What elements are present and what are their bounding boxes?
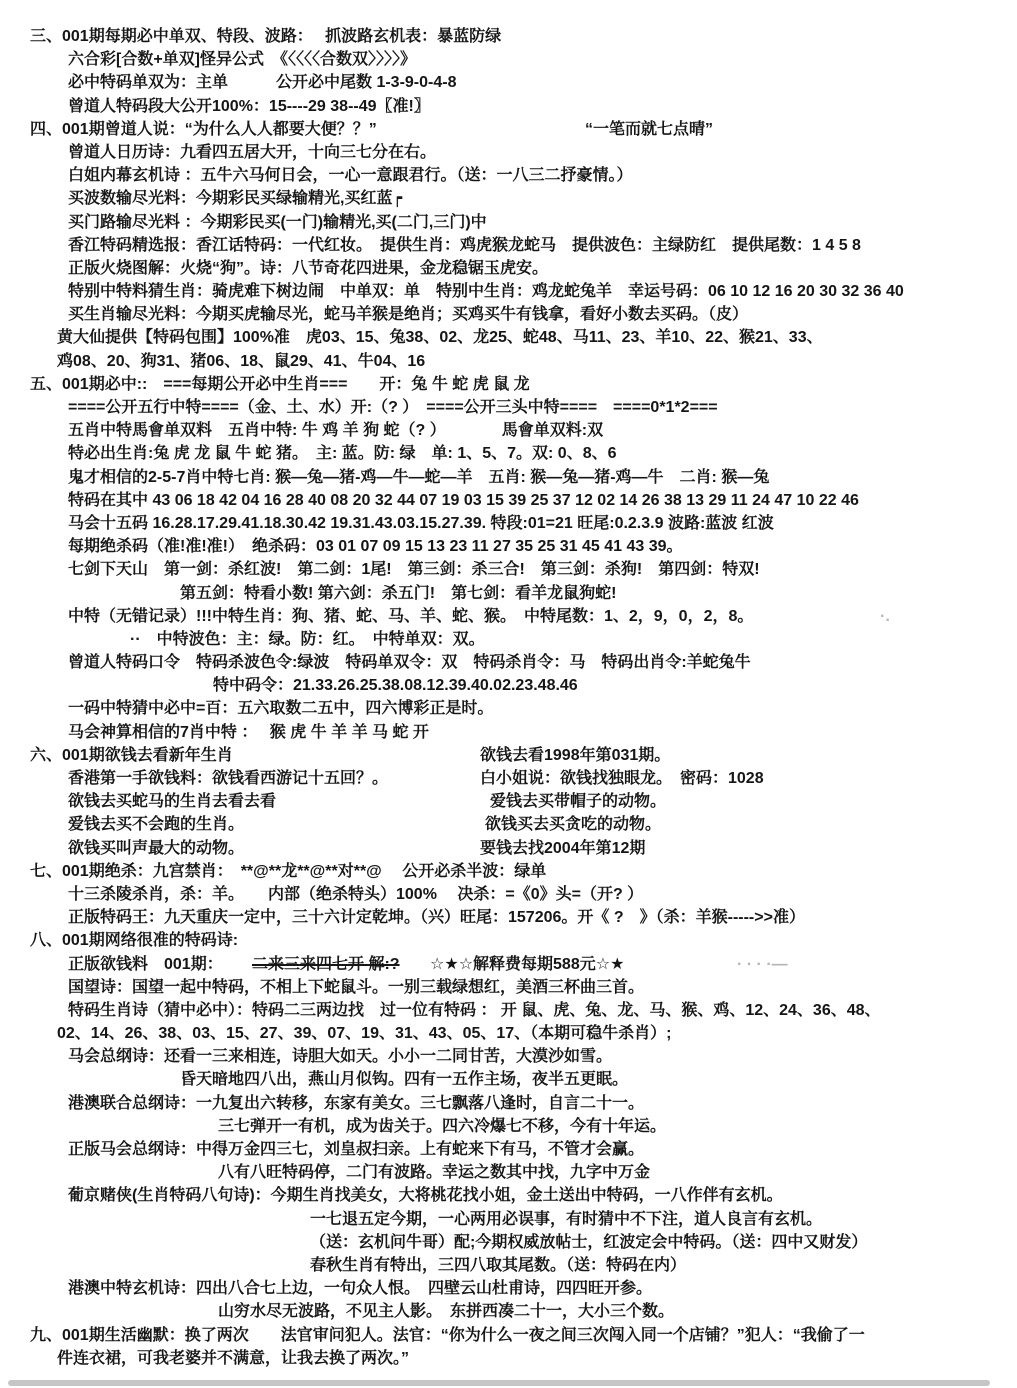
text-line — [0, 907, 1017, 930]
text-line — [0, 1000, 1017, 1023]
text-segment: 白小姐说：欲钱找独眼龙。 密码：1028 — [480, 770, 764, 787]
text-line — [0, 606, 1017, 629]
text-segment: 买门路输尽光料 ：今期彩民买(一门)输精光,买(二门,三门)中 — [68, 213, 487, 231]
text-segment: 件连衣裙，可我老婆并不满意，让我去换了两次。” — [57, 1349, 410, 1367]
text-line — [0, 698, 1017, 721]
text-line — [0, 420, 1017, 443]
text-segment: 欲钱买去买贪吃的动物。 — [485, 816, 662, 834]
text-segment: 特码生肖诗（猜中必中）：特码二三两边找 过一位有特码 ： 开 鼠、虎、兔、龙、马、猴、鸡、12、24、36、48、 — [68, 1001, 881, 1019]
text-segment: 一七退五定今期，一心两用必误事，有时猜中不下注，道人良言有玄机。 — [310, 1210, 823, 1228]
text-line — [0, 26, 1017, 49]
text-segment: 九、001期生活幽默：换了两次 法官审问犯人。法官：“你为什么一夜之间三次闯入同一个店铺？”犯人：“我偷了一 — [30, 1326, 865, 1344]
text-segment: 二来三来四七开 解:? — [252, 955, 400, 973]
text-segment: （送：玄机问牛哥）配;今期权威放帖士，红波定会中特码。（送：四中又财发） — [310, 1233, 868, 1251]
text-segment: 欲钱买叫声最大的动物。 — [68, 839, 245, 857]
text-segment: · · · ·— — [737, 955, 788, 973]
text-segment: 正版马会总纲诗：中得万金四三七，刘皇叔扫亲。上有蛇来下有马，不管才会赢。 — [68, 1141, 645, 1158]
text-segment: 特别中特料猜生肖：骑虎难下树边闹 中单双：单 特别中生肖：鸡龙蛇兔羊 幸运号码：06 10 12 16 20 30 32 36 40 — [68, 283, 904, 301]
text-line — [0, 583, 1017, 606]
text-segment: 葡京赌侠(生肖特码八句诗)：今期生肖找美女，大将桃花找小姐，金土送出中特码，一八作伴有玄机。 — [68, 1187, 783, 1205]
text-segment: 港澳联合总纲诗：一九复出六转移，东家有美女。三七飘落八逢时，自言二十一。 — [68, 1094, 645, 1112]
text-line — [0, 1023, 1017, 1046]
text-line — [0, 768, 1017, 791]
text-line — [0, 235, 1017, 258]
text-segment: 国望诗：国望一起中特码，不相上下蛇鼠斗。一别三载绿想红，美酒三杯曲三首。 — [68, 978, 645, 996]
text-segment: 第五剑：特看小数! 第六剑：杀五门! 第七剑：看羊龙鼠狗蛇! — [180, 584, 617, 602]
text-segment: 七、001期绝杀：九宫禁肖： **@**龙**@**对**@ 公开必杀半波：绿单 — [30, 862, 547, 880]
text-line — [0, 119, 1017, 142]
text-segment: 马会总纲诗：还看一三来相连，诗胆大如天。小小一二同甘苦，大漠沙如雪。 — [68, 1048, 613, 1066]
text-line — [0, 954, 1017, 977]
text-line — [0, 188, 1017, 211]
text-line — [0, 212, 1017, 235]
text-segment: 欲钱去看1998年第031期。 — [480, 746, 671, 764]
text-line — [0, 443, 1017, 466]
text-line — [0, 165, 1017, 188]
text-segment: 香港第一手欲钱料：欲钱看西游记十五回？。 — [68, 770, 389, 787]
horizontal-scrollbar[interactable] — [8, 1380, 990, 1386]
text-segment: 要钱去找2004年第12期 — [480, 839, 646, 857]
text-segment: 曾道人特码口令 特码杀波色令:绿波 特码单双令：双 特码杀肖令：马 特码出肖令:羊蛇兔牛 — [68, 654, 751, 672]
text-line — [0, 281, 1017, 304]
text-line — [0, 304, 1017, 327]
text-segment: 特中码令：21.33.26.25.38.08.12.39.40.02.23.48.46 — [213, 677, 578, 695]
text-segment: 昏天暗地四八出，燕山月似钩。四有一五作主场，夜半五更眠。 — [180, 1071, 629, 1089]
text-segment: 正版欲钱料 001期： — [68, 955, 223, 973]
text-line — [0, 258, 1017, 281]
text-line — [0, 1209, 1017, 1232]
text-line — [0, 1139, 1017, 1162]
text-line — [0, 884, 1017, 907]
text-line — [0, 1093, 1017, 1116]
text-line — [0, 559, 1017, 582]
text-line — [0, 722, 1017, 745]
text-segment: 买生肖输尽光料：今期买虎输尽光，蛇马羊猴是绝肖；买鸡买牛有钱拿，看好小数去买码。（皮） — [68, 306, 749, 324]
text-segment: 三七弹开一有机，成为齿关于。四六冷爆七不移，今有十年运。 — [218, 1117, 667, 1135]
text-line — [0, 1069, 1017, 1092]
text-segment: 欲钱去买蛇马的生肖去看去看 — [68, 793, 277, 811]
text-line — [0, 1046, 1017, 1069]
text-line — [0, 791, 1017, 814]
text-line — [0, 1301, 1017, 1324]
text-line — [0, 814, 1017, 837]
text-segment: 八、001期网络很准的特码诗: — [30, 932, 239, 950]
document-body — [0, 26, 1017, 1371]
text-segment: 五、001期必中:: ===每期公开必中生肖=== 开：兔 牛 蛇 虎 鼠 龙 — [30, 375, 530, 393]
text-segment: 正版特码王：九天重庆一定中，三十六计定乾坤。（兴）旺尾：157206。开《 ? 》（杀：羊猴----->>准） — [68, 909, 805, 927]
text-segment: 六、001期欲钱去看新年生肖 — [30, 746, 233, 764]
text-segment: 白姐内幕玄机诗 ：五牛六马何日会，一心一意跟君行。（送：一八三二抒豪情。） — [68, 167, 633, 185]
text-line — [0, 351, 1017, 374]
text-segment: 中特（无错记录）!!!中特生肖：狗、猪、蛇、马、羊、蛇、猴。 中特尾数：1、2，9，0，2，8。 — [68, 607, 754, 625]
text-segment: 曾道人特码段大公开100%：15----29 38--49〖准!〗 — [68, 97, 430, 115]
text-line — [0, 1185, 1017, 1208]
text-segment: 每期绝杀码（准!准!准!） 绝杀码：03 01 07 09 15 13 23 11 27 35 25 31 45 41 43 39。 — [68, 538, 683, 556]
text-line — [0, 397, 1017, 420]
text-line — [0, 513, 1017, 536]
text-segment: 四、001期曾道人说：“为什么人人都要大便？？” — [30, 120, 377, 138]
text-line — [0, 536, 1017, 559]
text-segment: 鬼才相信的2-5-7肖中特七肖: 猴—兔—猪-鸡—牛—蛇—羊 五肖: 猴—兔—猪-鸡—牛 二肖: 猴—兔 — [68, 468, 770, 486]
text-line — [0, 1325, 1017, 1348]
text-line — [0, 96, 1017, 119]
text-line — [0, 490, 1017, 513]
text-segment: 六合彩[合数+单双]怪异公式 《〈〈〈〈合数双〉〉〉〉》 — [68, 51, 417, 69]
text-line — [0, 977, 1017, 1000]
text-line — [0, 72, 1017, 95]
text-segment: 五肖中特馬會单双料 五肖中特: 牛 鸡 羊 狗 蛇（? ） 馬會单双料:双 — [68, 422, 604, 440]
text-line — [0, 861, 1017, 884]
text-line — [0, 838, 1017, 861]
text-segment: 买波数输尽光料：今期彩民买绿输精光,买红蓝┍ — [68, 190, 403, 208]
text-line — [0, 675, 1017, 698]
text-segment: 七剑下天山 第一剑：杀红波! 第二剑：1尾! 第三剑：杀三合! 第三剑：杀狗! 第四剑：特双! — [68, 561, 760, 579]
text-line — [0, 1116, 1017, 1139]
text-segment: 特必出生肖:兔 虎 龙 鼠 牛 蛇 猪。 主: 蓝。防: 绿 单: 1、5、7。双: 0、8、6 — [68, 445, 617, 463]
text-line — [0, 745, 1017, 768]
text-line — [0, 1162, 1017, 1185]
text-segment: 鸡08、20、狗31、猪06、18、鼠29、41、牛04、16 — [57, 352, 426, 370]
text-segment: 八有八旺特码停，二门有波路。幸运之数其中找，九字中万金 — [218, 1164, 651, 1182]
text-line — [0, 142, 1017, 165]
text-segment: 香江特码精选报：香江话特码：一代红妆。 提供生肖：鸡虎猴龙蛇马 提供波色：主绿防红 提供尾数：1 4 5 8 — [68, 236, 861, 254]
text-segment: 马会十五码 16.28.17.29.41.18.30.42 19.31.43.03.15.27.39. 特段:01=21 旺尾:0.2.3.9 波路:蓝波 红波 — [68, 514, 774, 532]
text-line — [0, 374, 1017, 397]
text-segment: ====公开五行中特====（金、土、水）开:（? ） ====公开三头中特==== ====0*1*2=== — [68, 399, 718, 416]
text-segment: ·· 中特波色：主：绿。防：红。 中特单双：双。 — [130, 630, 485, 648]
text-line — [0, 49, 1017, 72]
text-segment: 02、14、26、38、03、15、27、39、07、19、31、43、05、17、（本期可稳牛杀肖）; — [57, 1025, 672, 1043]
text-segment: 正版火烧图解：火烧“狗”。诗：八节奇花四进果，金龙稳锯玉虎安。 — [68, 259, 549, 277]
text-segment: 爱钱去买不会跑的生肖。 — [68, 816, 245, 834]
text-segment: ☆★☆解释费每期588元☆★ — [430, 955, 625, 973]
text-segment: 必中特码单双为：主单 公开必中尾数 1-3-9-0-4-8 — [68, 74, 457, 92]
text-segment: 山穷水尽无波路，不见主人影。 东拼西凑二十一，大小三个数。 — [218, 1303, 675, 1321]
text-line — [0, 327, 1017, 350]
text-segment: 曾道人日历诗：九看四五居大开，十向三七分在右。 — [68, 143, 437, 161]
text-line — [0, 1348, 1017, 1371]
text-line — [0, 629, 1017, 652]
text-segment: 黄大仙提供【特码包围】100%准 虎03、15、兔38、02、龙25、蛇48、马11、23、羊10、22、猴21、33、 — [57, 329, 823, 347]
text-line — [0, 1232, 1017, 1255]
text-segment: 特码在其中 43 06 18 42 04 16 28 40 08 20 32 44 07 19 03 15 39 25 37 12 02 14 26 38 13 29 11 24 47 10 22 46 — [68, 491, 859, 509]
text-segment: ·. — [880, 607, 890, 625]
text-segment: 马会神算相信的7肖中特 ： 猴 虎 牛 羊 羊 马 蛇 开 — [68, 723, 429, 741]
text-segment: 十三杀陵杀肖，杀：羊。 内部（绝杀特头）100% 决杀：=《0》头=（开? ） — [68, 885, 644, 903]
text-segment: 一码中特猜中必中=百：五六取数二五中，四六博彩正是时。 — [68, 700, 494, 718]
text-line — [0, 1278, 1017, 1301]
text-line — [0, 652, 1017, 675]
text-segment: 爱钱去买带帽子的动物。 — [490, 793, 667, 811]
text-segment: 三、001期每期必中单双、特段、波路： 抓波路玄机表：暴蓝防绿 — [30, 28, 502, 45]
text-line — [0, 930, 1017, 953]
text-segment: 港澳中特玄机诗：四出八合七上边，一句众人恨。 四壁云山杜甫诗，四四旺开参。 — [68, 1280, 653, 1298]
text-segment: 春秋生肖有特出，三四八取其尾数。（送：特码在内） — [310, 1256, 687, 1274]
text-line — [0, 1255, 1017, 1278]
text-line — [0, 467, 1017, 490]
text-segment: “一笔而就七点晴” — [585, 120, 714, 138]
